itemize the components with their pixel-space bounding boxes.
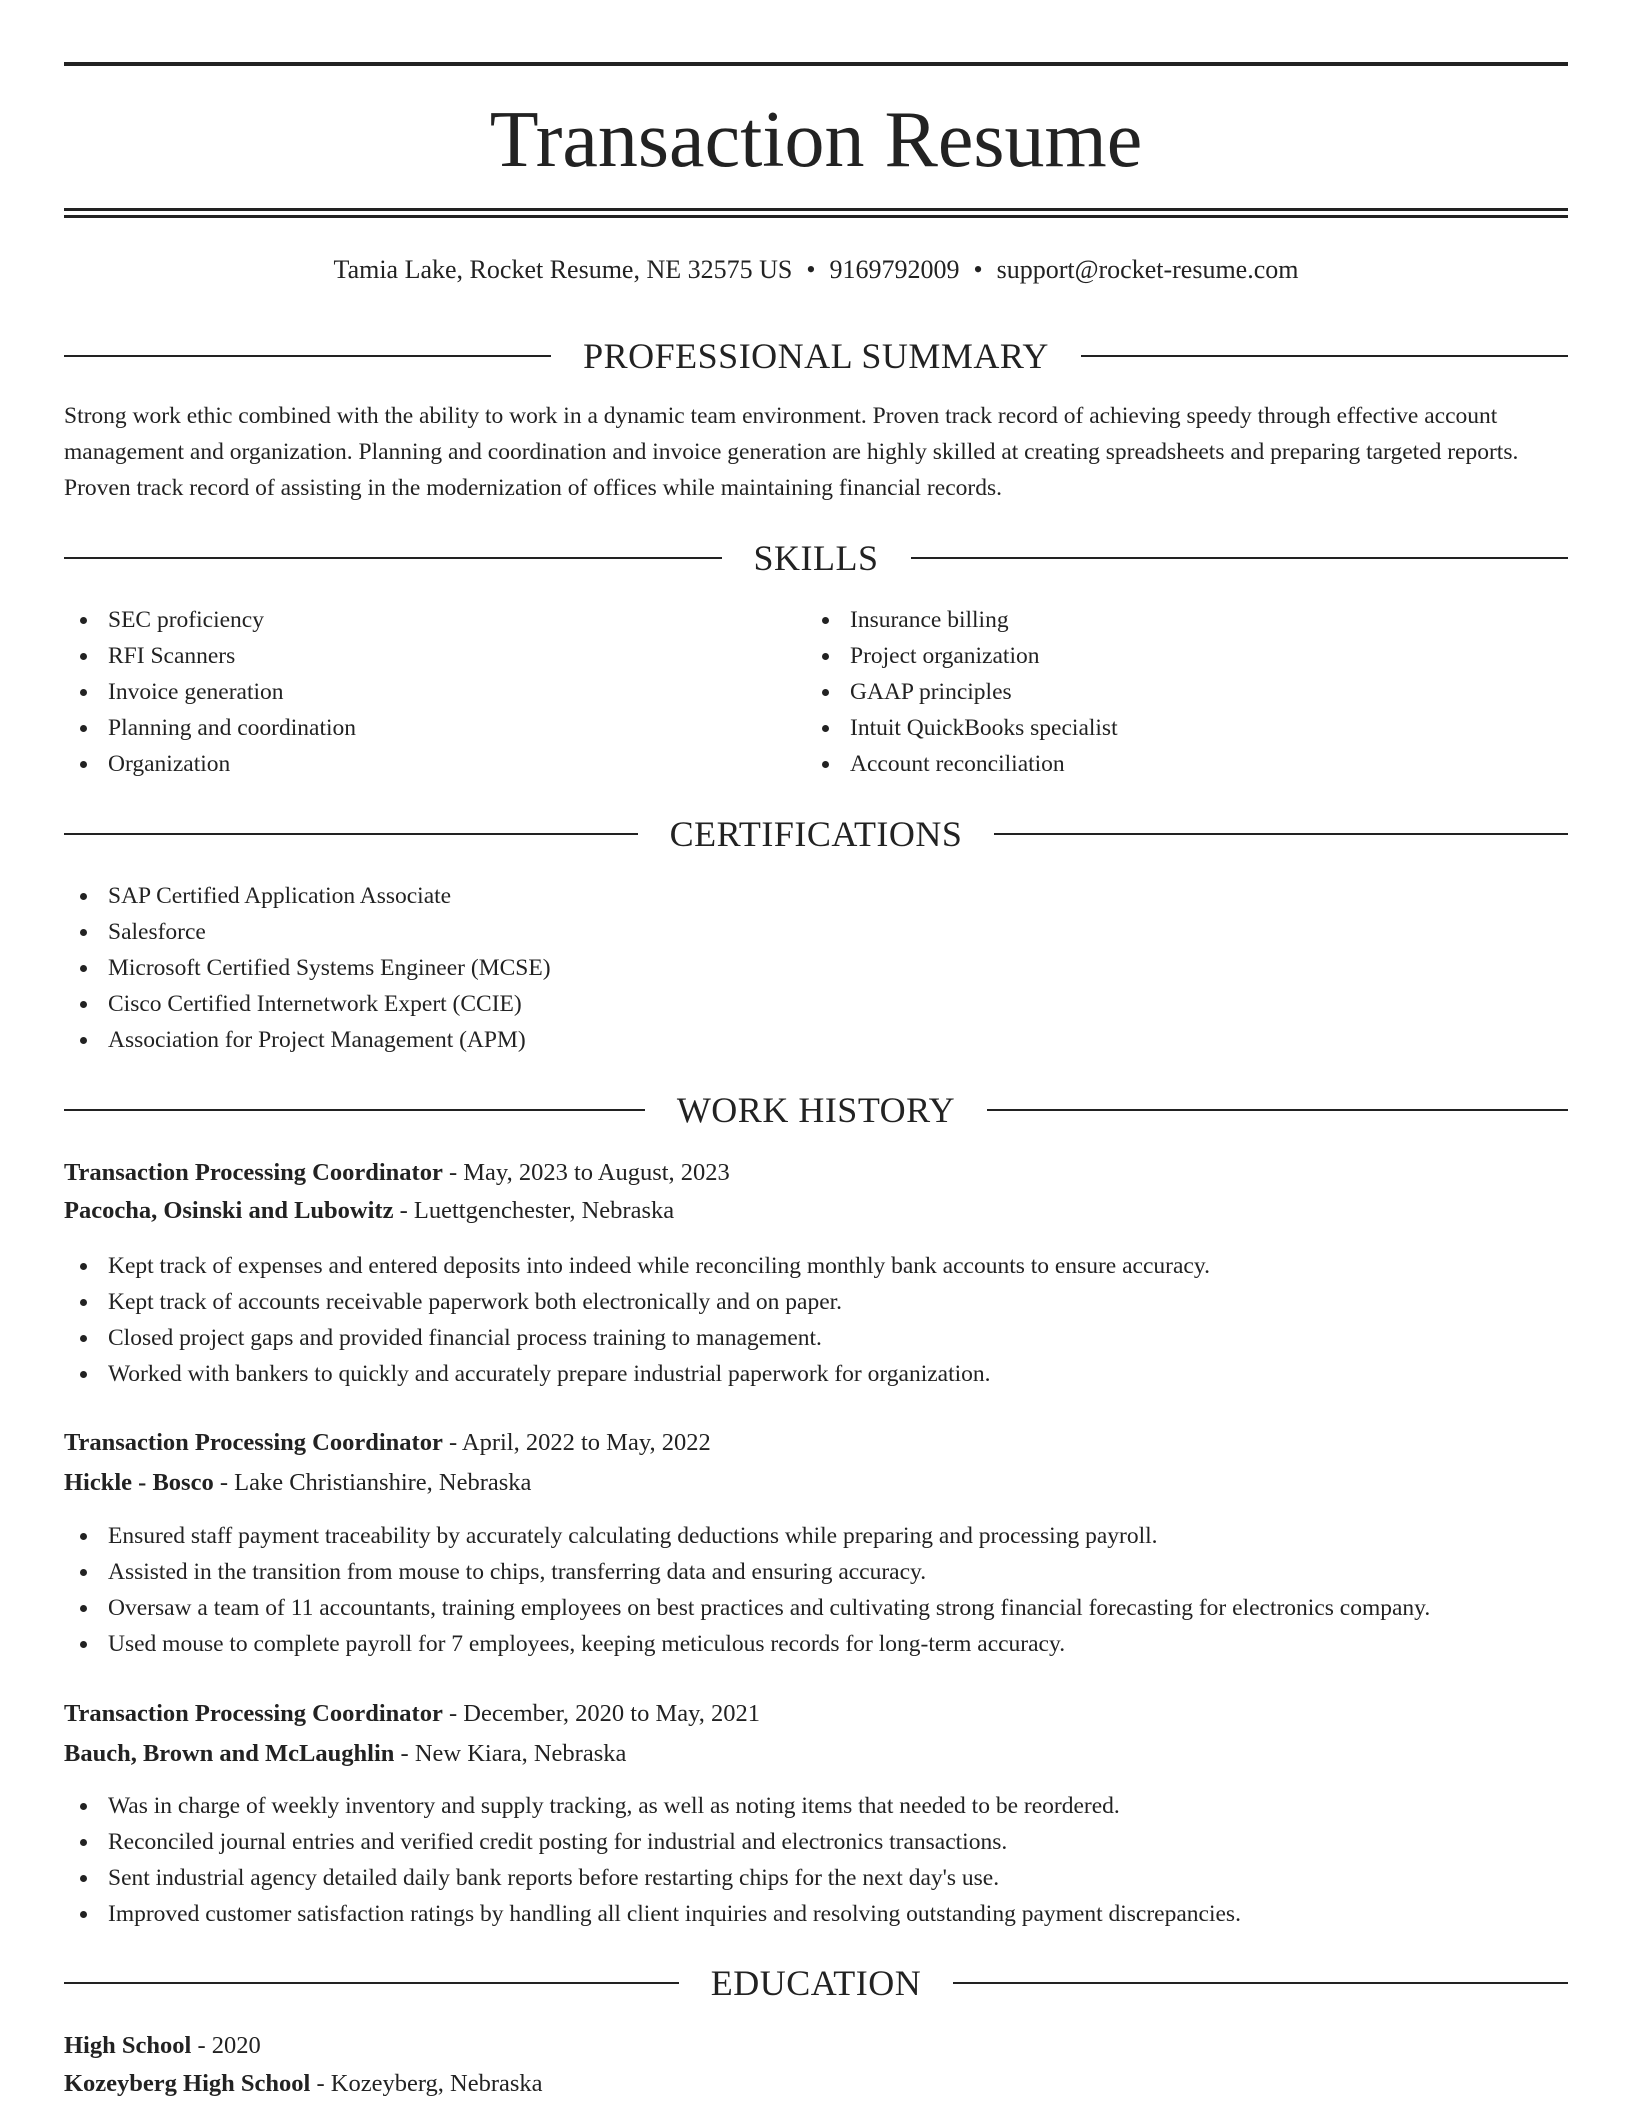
contact-email: support@rocket-resume.com — [996, 255, 1299, 284]
skill-item: SEC proficiency — [64, 602, 764, 638]
heading-rule — [64, 833, 638, 835]
education-school-line — [64, 2066, 543, 2102]
heading-rule — [64, 557, 722, 559]
job-company: Pacocha, Osinski and Lubowitz — [64, 1197, 394, 1224]
title-rule-upper — [64, 208, 1568, 211]
certification-item: Salesforce — [64, 914, 1064, 950]
section-heading-certifications — [64, 812, 1568, 856]
job-bullet: Assisted in the transition from mouse to chips, transferring data and ensuring accuracy. — [64, 1554, 1568, 1590]
certifications-list — [64, 878, 1064, 1058]
skill-item: GAAP principles — [806, 674, 1506, 710]
heading-rule — [64, 1109, 645, 1111]
section-heading-work-history — [64, 1088, 1568, 1132]
job-title-line — [64, 1155, 730, 1191]
contact-phone: 9169792009 — [829, 255, 960, 284]
skill-item: Invoice generation — [64, 674, 764, 710]
skill-item: Project organization — [806, 638, 1506, 674]
job-bullet: Sent industrial agency detailed daily bank reports before restarting chips for the next day's use. — [64, 1860, 1568, 1896]
section-title: EDUCATION — [710, 1963, 922, 2003]
job-bullet: Reconciled journal entries and verified credit posting for industrial and electronics transactions. — [64, 1824, 1568, 1860]
certification-item: SAP Certified Application Associate — [64, 878, 1064, 914]
contact-line — [64, 252, 1568, 288]
skills-list-left — [64, 602, 764, 782]
job-bullet: Was in charge of weekly inventory and supply tracking, as well as noting items that needed to be reordered. — [64, 1788, 1568, 1824]
job-bullet: Improved customer satisfaction ratings by handling all client inquiries and resolving outstanding payment discrepancies. — [64, 1896, 1568, 1932]
education-degree-line — [64, 2028, 261, 2064]
contact-separator: • — [973, 255, 983, 284]
heading-rule — [953, 1982, 1568, 1984]
title-rule-lower — [64, 215, 1568, 218]
job-location: - Lake Christianshire, Nebraska — [213, 1469, 532, 1496]
certification-item: Microsoft Certified Systems Engineer (MCSE) — [64, 950, 1064, 986]
heading-rule — [994, 833, 1568, 835]
job-company-line — [64, 1465, 531, 1501]
heading-rule — [64, 355, 551, 357]
heading-rule — [64, 1982, 679, 1984]
job-bullet: Kept track of expenses and entered deposits into indeed while reconciling monthly bank accounts to ensure accuracy. — [64, 1248, 1568, 1284]
heading-rule — [911, 557, 1569, 559]
contact-separator: • — [806, 255, 816, 284]
heading-rule — [987, 1109, 1568, 1111]
education-school: Kozeyberg High School — [64, 2070, 311, 2097]
job-bullets — [64, 1248, 1568, 1392]
skill-item: Intuit QuickBooks specialist — [806, 710, 1506, 746]
job-bullet: Used mouse to complete payroll for 7 employees, keeping meticulous records for long-term accuracy. — [64, 1626, 1568, 1662]
job-company: Bauch, Brown and McLaughlin — [64, 1740, 395, 1767]
skill-item: Planning and coordination — [64, 710, 764, 746]
section-title: SKILLS — [753, 538, 879, 578]
job-bullet: Ensured staff payment traceability by accurately calculating deductions while preparing and processing payroll. — [64, 1518, 1568, 1554]
skill-item: RFI Scanners — [64, 638, 764, 674]
section-title: WORK HISTORY — [676, 1090, 956, 1130]
job-dates: - December, 2020 to May, 2021 — [442, 1700, 761, 1727]
skill-item: Insurance billing — [806, 602, 1506, 638]
job-location: - Luettgenchester, Nebraska — [393, 1197, 675, 1224]
job-title: Transaction Processing Coordinator — [64, 1159, 443, 1186]
heading-rule — [1081, 355, 1568, 357]
section-heading-skills — [64, 536, 1568, 580]
section-heading-summary — [64, 334, 1568, 378]
section-title: CERTIFICATIONS — [669, 814, 963, 854]
education-degree: High School — [64, 2032, 192, 2059]
resume-title: Transaction Resume — [489, 96, 1143, 184]
skill-item: Organization — [64, 746, 764, 782]
job-title-line — [64, 1425, 711, 1461]
job-title: Transaction Processing Coordinator — [64, 1700, 443, 1727]
job-title-line — [64, 1696, 760, 1732]
job-title: Transaction Processing Coordinator — [64, 1429, 443, 1456]
job-dates: - April, 2022 to May, 2022 — [442, 1429, 711, 1456]
skills-list-right — [806, 602, 1506, 782]
education-location: - Kozeyberg, Nebraska — [310, 2070, 543, 2097]
job-bullet: Oversaw a team of 11 accountants, training employees on best practices and cultivating strong financial forecasting for electronics company. — [64, 1590, 1568, 1626]
job-bullets — [64, 1518, 1568, 1662]
job-bullet: Worked with bankers to quickly and accurately prepare industrial paperwork for organization. — [64, 1356, 1568, 1392]
certification-item: Cisco Certified Internetwork Expert (CCIE) — [64, 986, 1064, 1022]
skill-item: Account reconciliation — [806, 746, 1506, 782]
job-company-line — [64, 1193, 674, 1229]
job-dates: - May, 2023 to August, 2023 — [442, 1159, 730, 1186]
job-company-line — [64, 1736, 626, 1772]
job-bullet: Closed project gaps and provided financial process training to management. — [64, 1320, 1568, 1356]
job-bullet: Kept track of accounts receivable paperwork both electronically and on paper. — [64, 1284, 1568, 1320]
job-location: - New Kiara, Nebraska — [394, 1740, 627, 1767]
job-bullets — [64, 1788, 1568, 1932]
contact-address: Tamia Lake, Rocket Resume, NE 32575 US — [333, 255, 793, 284]
section-heading-education — [64, 1961, 1568, 2005]
section-title: PROFESSIONAL SUMMARY — [583, 336, 1049, 376]
top-rule — [64, 62, 1568, 66]
education-year: - 2020 — [191, 2032, 261, 2059]
summary-text: Strong work ethic combined with the ability to work in a dynamic team environment. Proven track record of achieving speedy through effective account management and organization. Planning and coordination and invoice generation are highly skilled at creating spreadsheets and preparing targeted reports. Proven track record of assisting in the modernization of offices while maintaining financial records. — [64, 403, 1519, 501]
certification-item: Association for Project Management (APM) — [64, 1022, 1064, 1058]
job-company: Hickle - Bosco — [64, 1469, 214, 1496]
